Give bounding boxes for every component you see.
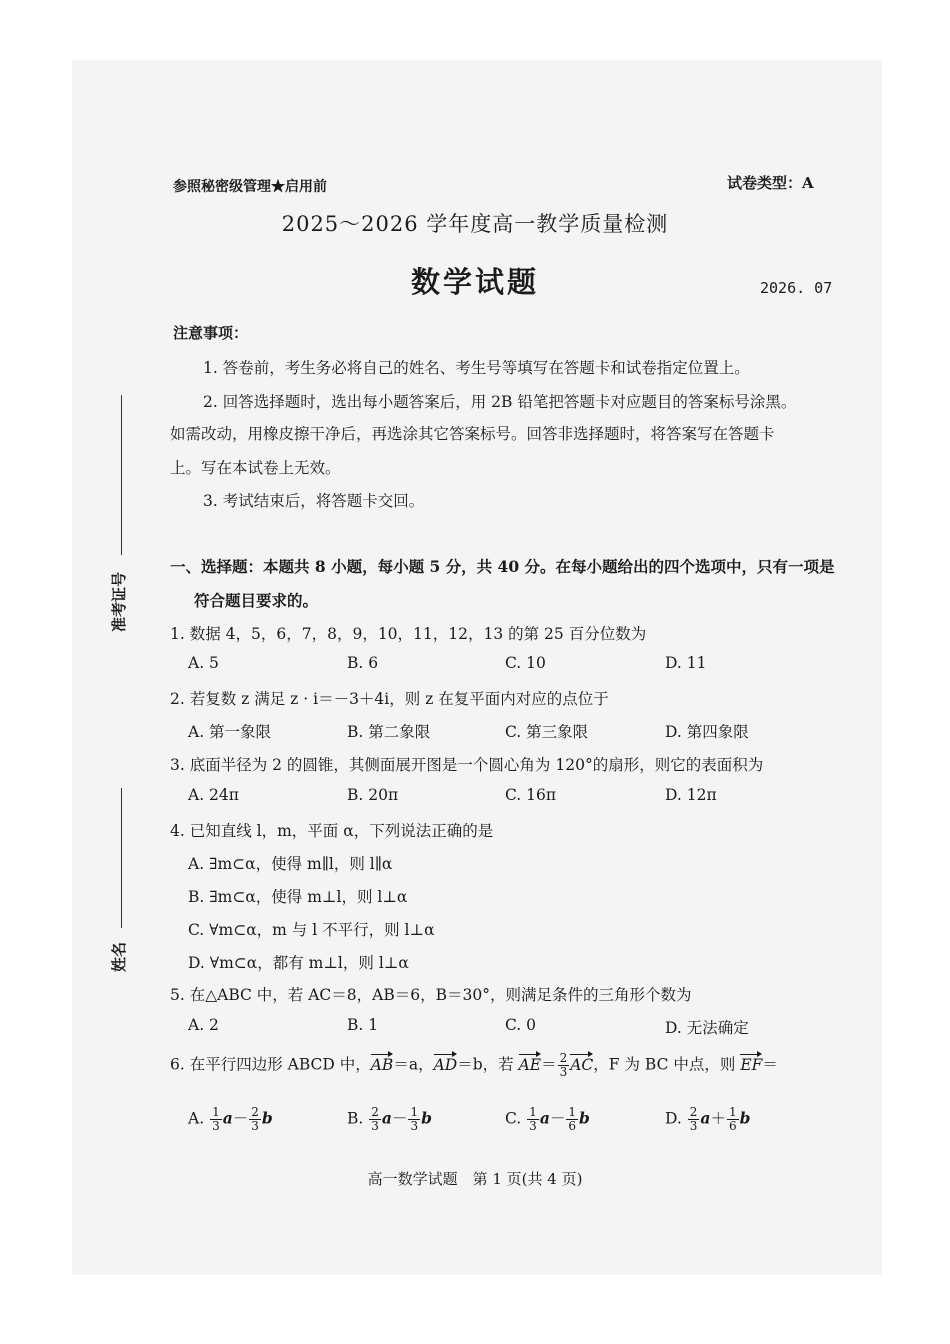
fraction-two-thirds: $\frac{2}{3}$ [559,1051,568,1079]
exam-date: 2026. 07 [760,279,833,297]
section-heading-line-2: 符合题目要求的。 [194,591,319,610]
vector-ac: AC [570,1055,594,1074]
question-5-option-c: C. 0 [505,1016,537,1034]
exam-id-blank-line [121,395,122,555]
question-1-option-d: D. 11 [665,654,707,672]
question-4-option-b: B. ∃m⊂α，使得 m⊥l，则 l⊥α [188,888,408,906]
question-2-option-c: C. 第三象限 [505,723,589,741]
name-blank-line [121,788,122,928]
question-3-option-a: A. 24π [188,786,239,804]
name-label: 姓名 [110,941,128,972]
question-2-stem: 2. 若复数 z 满足 z · i＝－3＋4i，则 z 在复平面内对应的点位于 [170,690,609,708]
notice-item-3: 3. 考试结束后，将答题卡交回。 [203,492,425,510]
page-footer: 高一数学试题 第 1 页(共 4 页) [367,1170,583,1188]
question-2-option-b: B. 第二象限 [347,723,431,741]
vector-ab: AB [370,1055,394,1074]
question-5-option-d: D. 无法确定 [665,1019,749,1037]
question-6-mid: ，F 为 BC 中点，则 [593,1055,741,1074]
notice-item-1: 1. 答卷前，考生务必将自己的姓名、考生号等填写在答题卡和试卷指定位置上。 [203,359,750,377]
question-6-option-a: A. $\frac{1}{3}$ a－ $\frac{2}{3}$ b [188,1105,273,1133]
notice-item-2-line-1: 2. 回答选择题时，选出每小题答案后，用 2B 铅笔把答题卡对应题目的答案标号涂黑。 [203,393,797,411]
question-6-eq: ＝ [541,1055,557,1074]
question-6-eq-b: ＝b，若 [457,1055,519,1074]
question-1-stem: 1. 数据 4，5，6，7，8，9，10，11，12，13 的第 25 百分位数为 [170,625,647,643]
question-4-option-c: C. ∀m⊂α，m 与 l 不平行，则 l⊥α [188,921,435,939]
vector-ae: AE [518,1055,542,1074]
section-heading-line-1: 一、选择题：本题共 8 小题，每小题 5 分，共 40 分。在每小题给出的四个选项中，只有一项是 [170,557,835,576]
question-5-stem: 5. 在△ABC 中，若 AC＝8，AB＝6，B＝30°，则满足条件的三角形个数为 [170,986,692,1004]
question-6-eq-a: ＝a， [393,1055,434,1074]
paper-type-label: 试卷类型：A [727,174,814,192]
notice-item-2-line-3: 上。写在本试卷上无效。 [170,459,341,477]
vector-ad: AD [433,1055,458,1074]
question-6-option-c: C. $\frac{1}{3}$ a－ $\frac{1}{6}$ b [505,1105,590,1133]
notice-title: 注意事项： [173,324,249,342]
question-4-option-d: D. ∀m⊂α，都有 m⊥l，则 l⊥α [188,954,409,972]
question-3-option-b: B. 20π [347,786,399,804]
question-1-option-c: C. 10 [505,654,546,672]
vector-ef: EF [740,1055,763,1074]
question-6-end: ＝ [762,1055,778,1074]
question-6-stem [170,1052,778,1079]
question-3-option-d: D. 12π [665,786,717,804]
question-6-option-d: D. $\frac{2}{3}$ a＋ $\frac{1}{6}$ b [665,1105,751,1133]
question-5-option-b: B. 1 [347,1016,379,1034]
question-3-stem: 3. 底面半径为 2 的圆锥，其侧面展开图是一个圆心角为 120°的扇形，则它的表面积为 [170,756,764,774]
question-2-option-d: D. 第四象限 [665,723,749,741]
question-4-stem: 4. 已知直线 l，m，平面 α，下列说法正确的是 [170,822,494,840]
question-1-option-b: B. 6 [347,654,379,672]
secret-label: 参照秘密级管理★启用前 [173,179,327,195]
question-3-option-c: C. 16π [505,786,557,804]
exam-id-label: 准考证号 [110,571,128,632]
notice-item-2-line-2: 如需改动，用橡皮擦干净后，再选涂其它答案标号。回答非选择题时，将答案写在答题卡 [170,425,775,443]
page-title: 数学试题 [410,265,539,299]
question-4-option-a: A. ∃m⊂α，使得 m∥l，则 l∥α [188,855,393,873]
question-1-option-a: A. 5 [188,654,219,672]
question-5-option-a: A. 2 [188,1016,219,1034]
question-6-option-b: B. $\frac{2}{3}$ a－ $\frac{1}{3}$ b [347,1105,432,1133]
question-6-stem-prefix: 6. 在平行四边形 ABCD 中， [170,1055,371,1074]
question-2-option-a: A. 第一象限 [188,723,272,741]
exam-name: 2025～2026 学年度高一教学质量检测 [281,212,669,236]
